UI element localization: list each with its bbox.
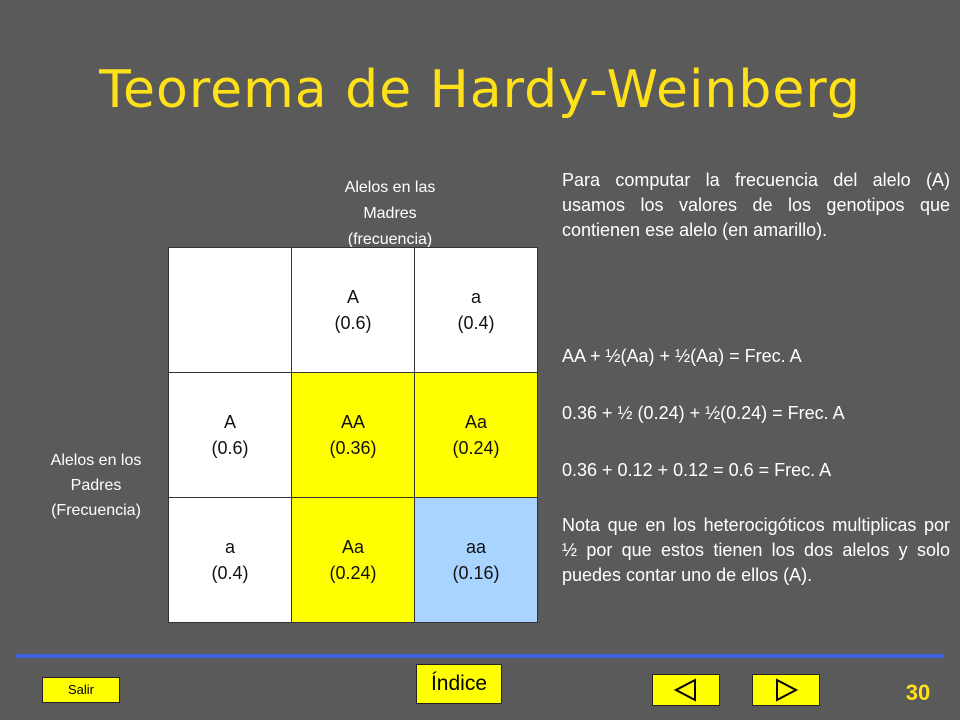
cell-label: Aa <box>341 537 365 557</box>
cell-value: (0.16) <box>452 563 500 583</box>
mother-allele-A <box>292 248 415 373</box>
cell-label: AA <box>340 412 365 432</box>
cell-value: (0.36) <box>329 438 377 458</box>
cell-value: (0.4) <box>211 563 249 583</box>
row-header-line: (Frecuencia) <box>51 502 141 519</box>
column-header-line: Madres <box>363 205 417 222</box>
equation-result: 0.36 + 0.12 + 0.12 = 0.6 = Frec. A <box>562 460 832 480</box>
slide-title: Teorema de Hardy-Weinberg <box>99 60 861 120</box>
father-allele-a <box>169 498 292 623</box>
cell-label: Aa <box>464 412 488 432</box>
table-row <box>169 498 538 623</box>
index-button[interactable]: Índice <box>416 664 502 704</box>
genotype-AA-cell <box>292 373 415 498</box>
heterozygote-note: Nota que en los heterocigóticos multiplicas por ½ por que estos tienen los dos alelos y solo puedes contar uno de ellos (A). <box>562 515 950 585</box>
table-header-row <box>169 248 538 373</box>
next-slide-button[interactable] <box>752 674 820 706</box>
mother-allele-a <box>415 248 538 373</box>
genotype-Aa-cell <box>292 498 415 623</box>
triangle-left-icon <box>653 675 719 705</box>
explanation-paragraph: Para computar la frecuencia del alelo (A) usamos los valores de los genotipos que contienen ese alelo (en amarillo). <box>562 170 950 240</box>
cell-label: aa <box>465 537 487 557</box>
cell-label: a <box>224 537 235 557</box>
cell-value: (0.6) <box>211 438 249 458</box>
punnett-square <box>168 247 538 623</box>
cell-label: A <box>346 287 359 307</box>
cell-value: (0.4) <box>457 313 495 333</box>
column-header-line: Alelos en las <box>344 179 436 196</box>
page-number: 30 <box>905 680 931 705</box>
row-header-fathers <box>24 448 168 523</box>
triangle-right-icon <box>753 675 819 705</box>
father-allele-A <box>169 373 292 498</box>
genotype-aa-cell <box>415 498 538 623</box>
row-header-line: Alelos en los <box>50 452 142 469</box>
equation-substituted: 0.36 + ½ (0.24) + ½(0.24) = Frec. A <box>562 403 845 423</box>
corner-cell <box>169 248 292 373</box>
genotype-Aa-cell <box>415 373 538 498</box>
cell-value: (0.24) <box>452 438 500 458</box>
exit-button[interactable]: Salir <box>42 677 120 703</box>
column-header-line: (frecuencia) <box>347 231 433 248</box>
explanation-panel <box>562 168 950 585</box>
equation-general: AA + ½(Aa) + ½(Aa) = Frec. A <box>562 346 802 366</box>
column-header-mothers <box>310 175 470 253</box>
footer-divider <box>16 654 944 658</box>
cell-label: A <box>223 412 236 432</box>
row-header-line: Padres <box>70 477 122 494</box>
table-row <box>169 373 538 498</box>
cell-label: a <box>470 287 481 307</box>
cell-value: (0.24) <box>329 563 377 583</box>
previous-slide-button[interactable] <box>652 674 720 706</box>
cell-value: (0.6) <box>334 313 372 333</box>
